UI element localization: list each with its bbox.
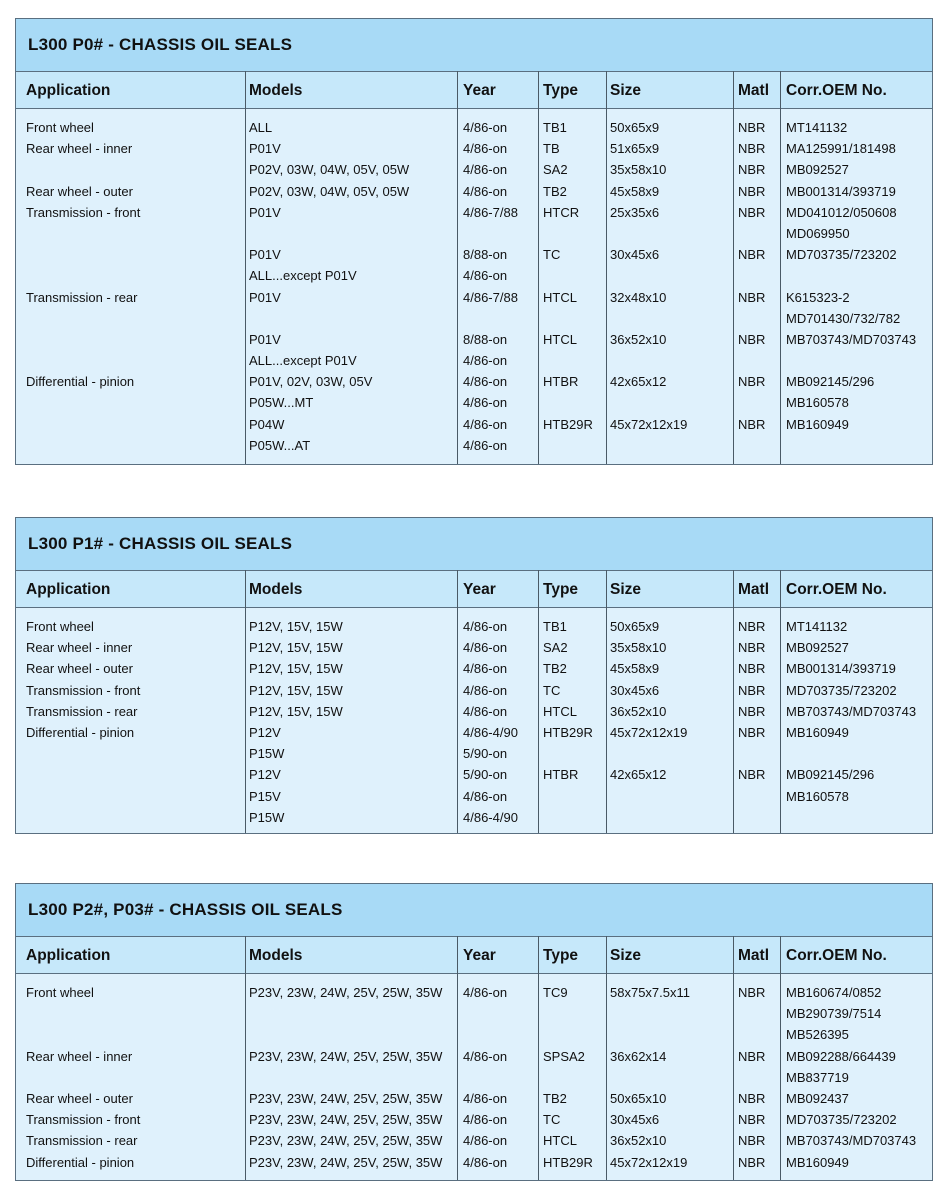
matl-cell: NBR: [738, 120, 766, 135]
models-cell: ALL...except P01V: [249, 268, 357, 284]
year-cell: 4/86-on: [463, 1112, 508, 1128]
header-type: Type: [543, 82, 579, 99]
models-cell: P12V, 15V, 15W: [249, 640, 343, 656]
column-header-row: [16, 72, 932, 109]
year-cell: 4/86-on: [463, 353, 508, 369]
matl-cell: NBR: [738, 1154, 766, 1170]
table-row: [16, 392, 932, 413]
table-row: [16, 308, 932, 329]
size-cell: 36x52x10: [610, 331, 667, 347]
column-divider: [733, 936, 734, 1180]
oem-cell: MA125991/181498: [786, 141, 896, 157]
column-divider: [245, 71, 246, 464]
year-cell: 4/86-on: [463, 141, 508, 157]
column-divider: [606, 570, 607, 833]
matl-cell: NBR: [738, 661, 766, 677]
table-title: L300 P0# - CHASSIS OIL SEALS: [16, 19, 932, 72]
matl-cell: NBR: [738, 416, 766, 432]
oem-cell: MD701430/732/782: [786, 310, 901, 326]
oem-cell: MB703743/MD703743: [786, 331, 917, 347]
table-row: [16, 117, 932, 138]
models-cell: P01V: [249, 204, 281, 220]
type-cell: HTCR: [543, 204, 580, 220]
column-divider: [457, 570, 458, 833]
table-row: [16, 680, 932, 701]
header-type: Type: [543, 947, 579, 964]
type-cell: HTCL: [543, 703, 577, 719]
matl-cell: NBR: [738, 183, 766, 199]
column-header-row: [16, 937, 932, 974]
column-divider: [457, 936, 458, 1180]
year-cell: 4/86-on: [463, 416, 508, 432]
table-row: [16, 265, 932, 286]
size-cell: 42x65x12: [610, 374, 667, 390]
models-cell: P23V, 23W, 24W, 25V, 25W, 35W: [249, 1048, 443, 1064]
models-cell: P23V, 23W, 24W, 25V, 25W, 35W: [249, 1154, 443, 1170]
table-body: [16, 608, 932, 836]
oem-cell: MB092288/664439: [786, 1048, 896, 1064]
oem-cell: MD041012/050608: [786, 204, 897, 220]
column-divider: [606, 936, 607, 1180]
models-cell: P04W: [249, 416, 285, 432]
header-application: Application: [26, 947, 111, 964]
table-row: [16, 658, 932, 679]
matl-cell: NBR: [738, 985, 766, 1000]
size-cell: 36x52x10: [610, 703, 667, 719]
application-cell: Transmission - front: [26, 682, 141, 698]
type-cell: TC9: [543, 985, 568, 1000]
application-cell: Transmission - rear: [26, 703, 138, 719]
application-cell: Transmission - front: [26, 204, 141, 220]
type-cell: TB2: [543, 661, 567, 677]
matl-cell: NBR: [738, 1090, 766, 1106]
table-row: [16, 1003, 932, 1024]
type-cell: HTB29R: [543, 724, 593, 740]
oem-cell: MB160674/0852: [786, 985, 882, 1000]
application-cell: Front wheel: [26, 120, 94, 135]
year-cell: 4/86-on: [463, 640, 508, 656]
table-title: L300 P2#, P03# - CHASSIS OIL SEALS: [16, 884, 932, 937]
type-cell: TB1: [543, 619, 567, 634]
application-cell: Rear wheel - outer: [26, 661, 133, 677]
year-cell: 4/86-on: [463, 183, 508, 199]
models-cell: P05W...AT: [249, 437, 311, 453]
application-cell: Front wheel: [26, 985, 94, 1000]
matl-cell: NBR: [738, 619, 766, 634]
models-cell: P12V, 15V, 15W: [249, 682, 343, 698]
header-oem: Corr.OEM No.: [786, 947, 887, 964]
oem-cell: MB837719: [786, 1069, 849, 1085]
models-cell: P12V, 15V, 15W: [249, 619, 343, 634]
models-cell: P01V: [249, 289, 281, 305]
matl-cell: NBR: [738, 141, 766, 157]
table-body: [16, 974, 932, 1181]
table-row: [16, 764, 932, 785]
header-models: Models: [249, 947, 303, 964]
size-cell: 45x72x12x19: [610, 416, 688, 432]
year-cell: 4/86-7/88: [463, 204, 518, 220]
header-application: Application: [26, 581, 111, 598]
size-cell: 45x58x9: [610, 661, 660, 677]
column-divider: [538, 71, 539, 464]
table-row: [16, 701, 932, 722]
oem-cell: MB092437: [786, 1090, 849, 1106]
models-cell: P02V, 03W, 04W, 05V, 05W: [249, 183, 410, 199]
column-divider: [733, 570, 734, 833]
year-cell: 8/88-on: [463, 331, 508, 347]
header-matl: Matl: [738, 947, 769, 964]
header-type: Type: [543, 581, 579, 598]
year-cell: 4/86-on: [463, 395, 508, 411]
matl-cell: NBR: [738, 374, 766, 390]
application-cell: Rear wheel - inner: [26, 1048, 133, 1064]
type-cell: HTB29R: [543, 416, 593, 432]
oem-cell: MB160949: [786, 724, 849, 740]
size-cell: 32x48x10: [610, 289, 667, 305]
year-cell: 4/86-on: [463, 788, 508, 804]
oem-cell: K615323-2: [786, 289, 850, 305]
oem-cell: MB092527: [786, 640, 849, 656]
size-cell: 35x58x10: [610, 162, 667, 178]
year-cell: 4/86-on: [463, 682, 508, 698]
models-cell: P02V, 03W, 04W, 05V, 05W: [249, 162, 410, 178]
size-cell: 50x65x9: [610, 619, 660, 634]
oem-cell: MB526395: [786, 1027, 849, 1043]
year-cell: 4/86-4/90: [463, 724, 518, 740]
year-cell: 4/86-on: [463, 1090, 508, 1106]
seal-table-p2: [15, 883, 933, 1181]
table-row: [16, 138, 932, 159]
oem-cell: MD703735/723202: [786, 1112, 897, 1128]
table-row: [16, 807, 932, 828]
table-title: L300 P1# - CHASSIS OIL SEALS: [16, 518, 932, 571]
table-row: [16, 1152, 932, 1173]
type-cell: SA2: [543, 162, 568, 178]
size-cell: 30x45x6: [610, 682, 660, 698]
type-cell: SPSA2: [543, 1048, 585, 1064]
models-cell: P15W: [249, 746, 285, 762]
table-row: [16, 223, 932, 244]
year-cell: 4/86-on: [463, 619, 508, 634]
year-cell: 4/86-on: [463, 1154, 508, 1170]
oem-cell: MT141132: [786, 619, 848, 634]
table-body: [16, 109, 932, 464]
column-divider: [538, 570, 539, 833]
type-cell: HTCL: [543, 1133, 577, 1149]
size-cell: 42x65x12: [610, 767, 667, 783]
table-row: [16, 1109, 932, 1130]
matl-cell: NBR: [738, 204, 766, 220]
oem-cell: MB092145/296: [786, 767, 875, 783]
size-cell: 51x65x9: [610, 141, 660, 157]
table-row: [16, 786, 932, 807]
table-row: [16, 616, 932, 637]
column-divider: [245, 570, 246, 833]
type-cell: TB2: [543, 183, 567, 199]
application-cell: Front wheel: [26, 619, 94, 634]
table-row: [16, 743, 932, 764]
size-cell: 58x75x7.5x11: [610, 985, 690, 1000]
application-cell: Rear wheel - inner: [26, 640, 133, 656]
models-cell: P01V: [249, 141, 281, 157]
oem-cell: MB703743/MD703743: [786, 1133, 917, 1149]
application-cell: Rear wheel - inner: [26, 141, 133, 157]
models-cell: P05W...MT: [249, 395, 314, 411]
models-cell: P01V: [249, 247, 281, 263]
table-row: [16, 982, 932, 1003]
header-application: Application: [26, 82, 111, 99]
models-cell: P12V, 15V, 15W: [249, 703, 343, 719]
type-cell: TB1: [543, 120, 567, 135]
type-cell: TB: [543, 141, 560, 157]
table-row: [16, 287, 932, 308]
matl-cell: NBR: [738, 682, 766, 698]
application-cell: Differential - pinion: [26, 724, 135, 740]
matl-cell: NBR: [738, 767, 766, 783]
year-cell: 8/88-on: [463, 247, 508, 263]
application-cell: Rear wheel - outer: [26, 183, 133, 199]
models-cell: P23V, 23W, 24W, 25V, 25W, 35W: [249, 985, 443, 1000]
models-cell: ALL: [249, 120, 273, 135]
column-divider: [733, 71, 734, 464]
matl-cell: NBR: [738, 703, 766, 719]
oem-cell: MB160949: [786, 1154, 849, 1170]
header-year: Year: [463, 82, 496, 99]
type-cell: TC: [543, 247, 561, 263]
oem-cell: MB001314/393719: [786, 661, 896, 677]
type-cell: HTB29R: [543, 1154, 593, 1170]
column-divider: [606, 71, 607, 464]
table-row: [16, 350, 932, 371]
application-cell: Differential - pinion: [26, 1154, 135, 1170]
type-cell: TC: [543, 1112, 561, 1128]
column-divider: [780, 570, 781, 833]
year-cell: 4/86-on: [463, 268, 508, 284]
size-cell: 30x45x6: [610, 247, 660, 263]
year-cell: 4/86-on: [463, 374, 508, 390]
oem-cell: MD703735/723202: [786, 247, 897, 263]
type-cell: SA2: [543, 640, 568, 656]
models-cell: P12V: [249, 724, 281, 740]
header-year: Year: [463, 581, 496, 598]
application-cell: Transmission - front: [26, 1112, 141, 1128]
seal-table-p1: [15, 517, 933, 834]
year-cell: 4/86-on: [463, 120, 508, 135]
year-cell: 4/86-on: [463, 1133, 508, 1149]
oem-cell: MB092527: [786, 162, 849, 178]
column-divider: [538, 936, 539, 1180]
size-cell: 36x52x10: [610, 1133, 667, 1149]
header-oem: Corr.OEM No.: [786, 82, 887, 99]
type-cell: HTCL: [543, 289, 577, 305]
table-row: [16, 371, 932, 392]
matl-cell: NBR: [738, 162, 766, 178]
models-cell: P12V, 15V, 15W: [249, 661, 343, 677]
size-cell: 35x58x10: [610, 640, 667, 656]
table-row: [16, 722, 932, 743]
table-row: [16, 159, 932, 180]
header-year: Year: [463, 947, 496, 964]
type-cell: TC: [543, 682, 561, 698]
year-cell: 4/86-on: [463, 985, 508, 1000]
year-cell: 5/90-on: [463, 746, 508, 762]
size-cell: 30x45x6: [610, 1112, 660, 1128]
matl-cell: NBR: [738, 1048, 766, 1064]
matl-cell: NBR: [738, 1133, 766, 1149]
application-cell: Transmission - rear: [26, 1133, 138, 1149]
table-row: [16, 435, 932, 456]
table-row: [16, 1130, 932, 1151]
oem-cell: MB290739/7514: [786, 1006, 882, 1022]
models-cell: P12V: [249, 767, 281, 783]
table-row: [16, 1024, 932, 1045]
matl-cell: NBR: [738, 1112, 766, 1128]
application-cell: Transmission - rear: [26, 289, 138, 305]
header-matl: Matl: [738, 82, 769, 99]
seal-table-p0: [15, 18, 933, 465]
oem-cell: MB160578: [786, 395, 849, 411]
year-cell: 4/86-on: [463, 1048, 508, 1064]
size-cell: 45x72x12x19: [610, 724, 688, 740]
matl-cell: NBR: [738, 247, 766, 263]
matl-cell: NBR: [738, 724, 766, 740]
year-cell: 4/86-on: [463, 661, 508, 677]
year-cell: 5/90-on: [463, 767, 508, 783]
type-cell: TB2: [543, 1090, 567, 1106]
application-cell: Differential - pinion: [26, 374, 135, 390]
size-cell: 50x65x9: [610, 120, 660, 135]
oem-cell: MB092145/296: [786, 374, 875, 390]
column-header-row: [16, 571, 932, 608]
table-row: [16, 329, 932, 350]
models-cell: P01V: [249, 331, 281, 347]
matl-cell: NBR: [738, 640, 766, 656]
size-cell: 36x62x14: [610, 1048, 667, 1064]
table-row: [16, 637, 932, 658]
table-row: [16, 1088, 932, 1109]
size-cell: 25x35x6: [610, 204, 660, 220]
oem-cell: MB703743/MD703743: [786, 703, 917, 719]
models-cell: P23V, 23W, 24W, 25V, 25W, 35W: [249, 1133, 443, 1149]
year-cell: 4/86-on: [463, 703, 508, 719]
type-cell: HTBR: [543, 767, 579, 783]
header-oem: Corr.OEM No.: [786, 581, 887, 598]
year-cell: 4/86-on: [463, 437, 508, 453]
type-cell: HTCL: [543, 331, 577, 347]
models-cell: P23V, 23W, 24W, 25V, 25W, 35W: [249, 1112, 443, 1128]
header-models: Models: [249, 581, 303, 598]
oem-cell: MD703735/723202: [786, 682, 897, 698]
table-row: [16, 202, 932, 223]
header-size: Size: [610, 82, 642, 99]
year-cell: 4/86-7/88: [463, 289, 518, 305]
oem-cell: MD069950: [786, 225, 850, 241]
application-cell: Rear wheel - outer: [26, 1090, 133, 1106]
oem-cell: MB001314/393719: [786, 183, 896, 199]
type-cell: HTBR: [543, 374, 579, 390]
matl-cell: NBR: [738, 289, 766, 305]
models-cell: ALL...except P01V: [249, 353, 357, 369]
table-row: [16, 181, 932, 202]
header-matl: Matl: [738, 581, 769, 598]
table-row: [16, 414, 932, 435]
table-row: [16, 1046, 932, 1067]
models-cell: P01V, 02V, 03W, 05V: [249, 374, 373, 390]
column-divider: [457, 71, 458, 464]
column-divider: [780, 71, 781, 464]
size-cell: 50x65x10: [610, 1090, 667, 1106]
matl-cell: NBR: [738, 331, 766, 347]
header-models: Models: [249, 82, 303, 99]
year-cell: 4/86-4/90: [463, 809, 518, 825]
size-cell: 45x72x12x19: [610, 1154, 688, 1170]
models-cell: P15W: [249, 809, 285, 825]
oem-cell: MB160578: [786, 788, 849, 804]
oem-cell: MB160949: [786, 416, 849, 432]
header-size: Size: [610, 581, 642, 598]
year-cell: 4/86-on: [463, 162, 508, 178]
oem-cell: MT141132: [786, 120, 848, 135]
models-cell: P23V, 23W, 24W, 25V, 25W, 35W: [249, 1090, 443, 1106]
column-divider: [245, 936, 246, 1180]
table-row: [16, 1067, 932, 1088]
size-cell: 45x58x9: [610, 183, 660, 199]
header-size: Size: [610, 947, 642, 964]
column-divider: [780, 936, 781, 1180]
models-cell: P15V: [249, 788, 281, 804]
table-row: [16, 244, 932, 265]
